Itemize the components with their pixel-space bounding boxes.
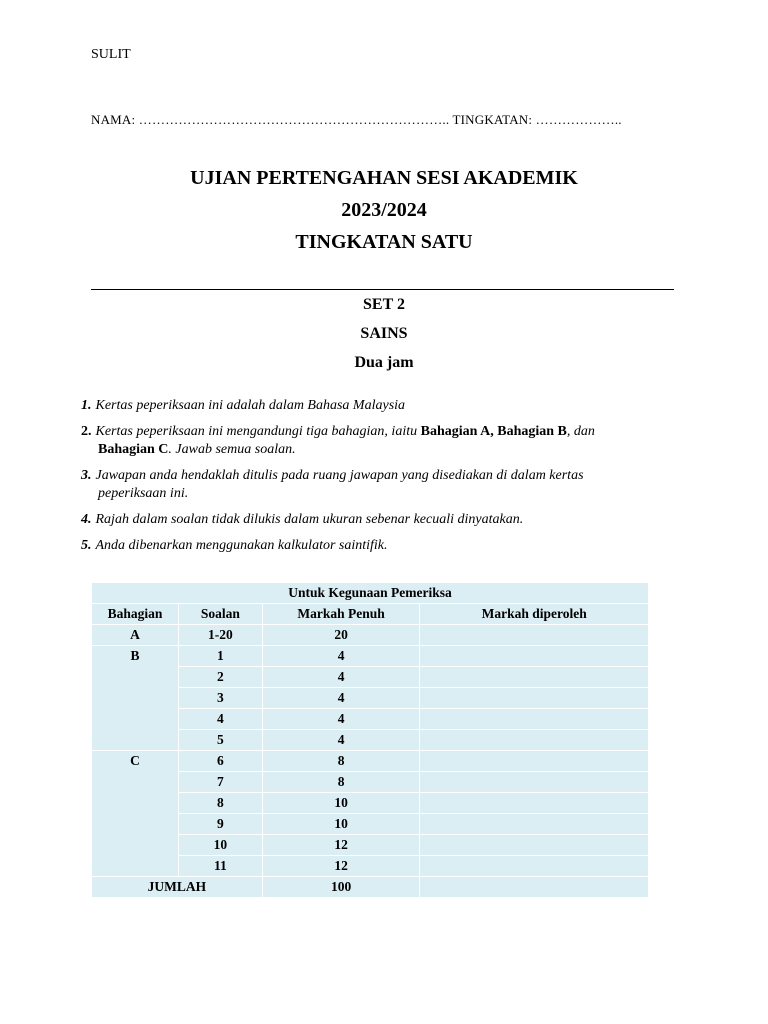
table-row (92, 751, 649, 772)
section-cell: A (92, 625, 179, 646)
full-mark-cell: 4 (262, 688, 420, 709)
table-total-row (92, 877, 649, 898)
question-cell: 10 (178, 835, 262, 856)
class-label: TINGKATAN: (452, 112, 533, 127)
divider-line (91, 289, 674, 290)
instruction-item (81, 423, 681, 459)
total-value: 100 (262, 877, 420, 898)
section-cell: C (92, 751, 179, 877)
instruction-item (81, 397, 681, 415)
obtained-mark-cell[interactable] (420, 835, 649, 856)
instruction-text: Rajah dalam soalan tidak dilukis dalam ukuran sebenar kecuali dinyatakan. (95, 512, 524, 527)
total-label: JUMLAH (92, 877, 263, 898)
instruction-text: Anda dibenarkan menggunakan kalkulator saintifik. (95, 538, 388, 553)
exam-title-block (0, 164, 768, 260)
table-row (92, 625, 649, 646)
instruction-text: Kertas peperiksaan ini adalah dalam Bahasa Malaysia (95, 398, 406, 413)
question-cell: 4 (178, 709, 262, 730)
full-mark-cell: 8 (262, 751, 420, 772)
set-label: SET 2 (363, 296, 405, 313)
question-cell: 3 (178, 688, 262, 709)
obtained-mark-cell[interactable] (420, 856, 649, 877)
instruction-text: . Jawab semua soalan. (168, 442, 296, 457)
header-bahagian: Bahagian (92, 604, 179, 625)
header-markah-diperoleh: Markah diperoleh (420, 604, 649, 625)
question-cell: 11 (178, 856, 262, 877)
instruction-continuation (81, 441, 681, 459)
obtained-mark-cell[interactable] (420, 646, 649, 667)
question-cell: 2 (178, 667, 262, 688)
instruction-number: 5. (81, 538, 92, 553)
table-header-row (92, 604, 649, 625)
question-cell: 8 (178, 793, 262, 814)
full-mark-cell: 10 (262, 793, 420, 814)
instruction-item (81, 511, 681, 529)
total-obtained-cell[interactable] (420, 877, 649, 898)
obtained-mark-cell[interactable] (420, 751, 649, 772)
question-cell: 9 (178, 814, 262, 835)
question-cell: 6 (178, 751, 262, 772)
obtained-mark-cell[interactable] (420, 793, 649, 814)
instruction-bold: Bahagian A, Bahagian B (420, 424, 567, 439)
full-mark-cell: 4 (262, 730, 420, 751)
exam-form: TINGKATAN SATU (295, 231, 473, 253)
instruction-text: , dan (566, 424, 595, 439)
full-mark-cell: 12 (262, 835, 420, 856)
header-soalan: Soalan (178, 604, 262, 625)
instruction-text: Kertas peperiksaan ini mengandungi tiga bahagian, iaitu (95, 424, 421, 439)
table-row (92, 646, 649, 667)
obtained-mark-cell[interactable] (420, 688, 649, 709)
duration-label: Dua jam (354, 354, 414, 371)
name-label: NAMA: (91, 112, 136, 127)
subject-block (0, 294, 768, 381)
obtained-mark-cell[interactable] (420, 814, 649, 835)
subject-label: SAINS (360, 325, 408, 342)
full-mark-cell: 4 (262, 709, 420, 730)
obtained-mark-cell[interactable] (420, 730, 649, 751)
instruction-text: Jawapan anda hendaklah ditulis pada ruang jawapan yang disediakan di dalam kertas (95, 468, 584, 483)
full-mark-cell: 4 (262, 646, 420, 667)
confidential-label: SULIT (91, 47, 131, 62)
full-mark-cell: 12 (262, 856, 420, 877)
full-mark-cell: 4 (262, 667, 420, 688)
question-cell: 5 (178, 730, 262, 751)
instructions-list (81, 397, 681, 563)
exam-title: UJIAN PERTENGAHAN SESI AKADEMIK (190, 167, 578, 189)
header-markah-penuh: Markah Penuh (262, 604, 420, 625)
question-cell: 1 (178, 646, 262, 667)
examiner-marks-table (91, 582, 649, 898)
class-blank: ……………….. (535, 112, 622, 127)
instruction-bold: Bahagian C (98, 442, 169, 457)
instruction-number: 4. (81, 512, 92, 527)
name-class-line (91, 112, 622, 128)
instruction-item (81, 537, 681, 555)
full-mark-cell: 10 (262, 814, 420, 835)
section-cell: B (92, 646, 179, 751)
obtained-mark-cell[interactable] (420, 772, 649, 793)
full-mark-cell: 8 (262, 772, 420, 793)
instruction-number: 3. (81, 468, 92, 483)
name-blank: …………………………………………………………….. (138, 112, 450, 127)
instruction-number: 1. (81, 398, 92, 413)
obtained-mark-cell[interactable] (420, 709, 649, 730)
obtained-mark-cell[interactable] (420, 667, 649, 688)
question-cell: 1-20 (178, 625, 262, 646)
exam-year: 2023/2024 (341, 199, 427, 221)
instruction-continuation: peperiksaan ini. (98, 486, 189, 501)
table-caption: Untuk Kegunaan Pemeriksa (92, 583, 649, 604)
full-mark-cell: 20 (262, 625, 420, 646)
instruction-number: 2. (81, 424, 92, 439)
instruction-item (81, 467, 681, 503)
question-cell: 7 (178, 772, 262, 793)
table-caption-row (92, 583, 649, 604)
obtained-mark-cell[interactable] (420, 625, 649, 646)
